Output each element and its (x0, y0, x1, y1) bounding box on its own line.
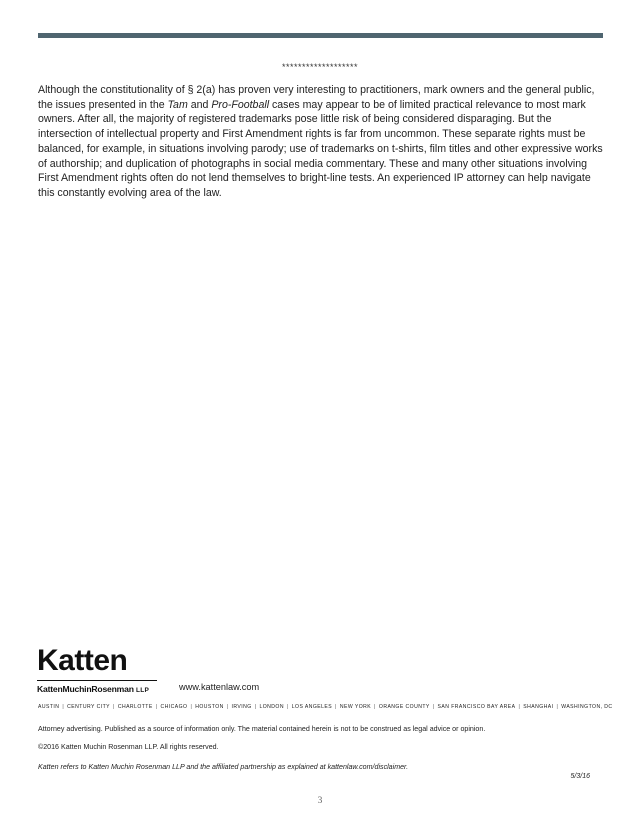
body-paragraph (38, 83, 604, 201)
case-name-pro-football: Pro-Football (211, 98, 270, 111)
paragraph-text-1: Although the constitutionality of § 2(a) has proven very interesting to practitioners, mark owners and the general public, the issues presented in the (38, 84, 595, 111)
office-charlotte: CHARLOTTE (117, 704, 153, 710)
office-separator: | (190, 704, 193, 710)
office-new-york: NEW YORK (339, 704, 372, 710)
office-century-city: CENTURY CITY (67, 704, 111, 710)
advertising-notice: Attorney advertising. Published as a source of information only. The material contained herein is not to be construed as legal advice or opinion. (38, 725, 486, 733)
page-number: 3 (317, 796, 323, 806)
office-houston: HOUSTON (195, 704, 224, 710)
office-separator: | (113, 704, 115, 710)
office-los-angeles: LOS ANGELES (291, 704, 333, 710)
logo-rule (37, 680, 157, 681)
logo-firm-name (37, 684, 157, 694)
office-london: LONDON (259, 704, 284, 710)
paragraph-text-2: and (187, 98, 212, 111)
office-separator: | (62, 704, 65, 710)
logo-firm-name-text: KattenMuchinRosenman (37, 684, 134, 694)
office-separator: | (556, 704, 559, 710)
office-separator: | (286, 704, 289, 710)
case-name-tam: Tam (167, 98, 188, 111)
website-link[interactable]: www.kattenlaw.com (179, 682, 260, 692)
office-list (38, 704, 613, 710)
office-irving: IRVING (231, 704, 252, 710)
katten-logo (37, 646, 157, 694)
office-shanghai: SHANGHAI (523, 704, 554, 710)
paragraph-text-3: cases may appear to be of limited practical relevance to most mark owners. After all, the majority of registered trademarks pose little risk of being considered disparaging. But the intersection of intellectual property and First Amendment rights is far from uncommon. These separate rights must be balanced, for example, in situations involving parody; use of trademarks on t-shirts, film titles and other expressive works of authorship; and duplication of photographs in social media commentary. These and many other situations involving First Amendment rights often do not lend themselves to bright-line tests. An experienced IP attorney can help navigate this constantly evolving area of the law. (38, 98, 603, 199)
logo-llp: LLP (135, 687, 150, 694)
office-austin: AUSTIN (38, 704, 60, 710)
office-separator: | (518, 704, 521, 710)
office-separator: | (254, 704, 257, 710)
office-washington-dc: WASHINGTON, DC (561, 704, 613, 710)
office-san-francisco-bay-area: SAN FRANCISCO BAY AREA (437, 704, 516, 710)
copyright-notice: ©2016 Katten Muchin Rosenman LLP. All rights reserved. (38, 743, 219, 751)
office-separator: | (226, 704, 229, 710)
office-separator: | (432, 704, 435, 710)
office-separator: | (374, 704, 376, 710)
office-separator: | (335, 704, 337, 710)
office-separator: | (155, 704, 158, 710)
logo-wordmark: Katten (37, 644, 128, 677)
office-orange-county: ORANGE COUNTY (378, 704, 430, 710)
office-chicago: CHICAGO (160, 704, 188, 710)
disclaimer-notice: Katten refers to Katten Muchin Rosenman LLP and the affiliated partnership as explained at kattenlaw.com/disclaimer. (38, 763, 409, 771)
header-rule (38, 33, 603, 38)
publication-date: 5/3/16 (570, 773, 590, 780)
section-separator: ******************* (281, 62, 359, 72)
